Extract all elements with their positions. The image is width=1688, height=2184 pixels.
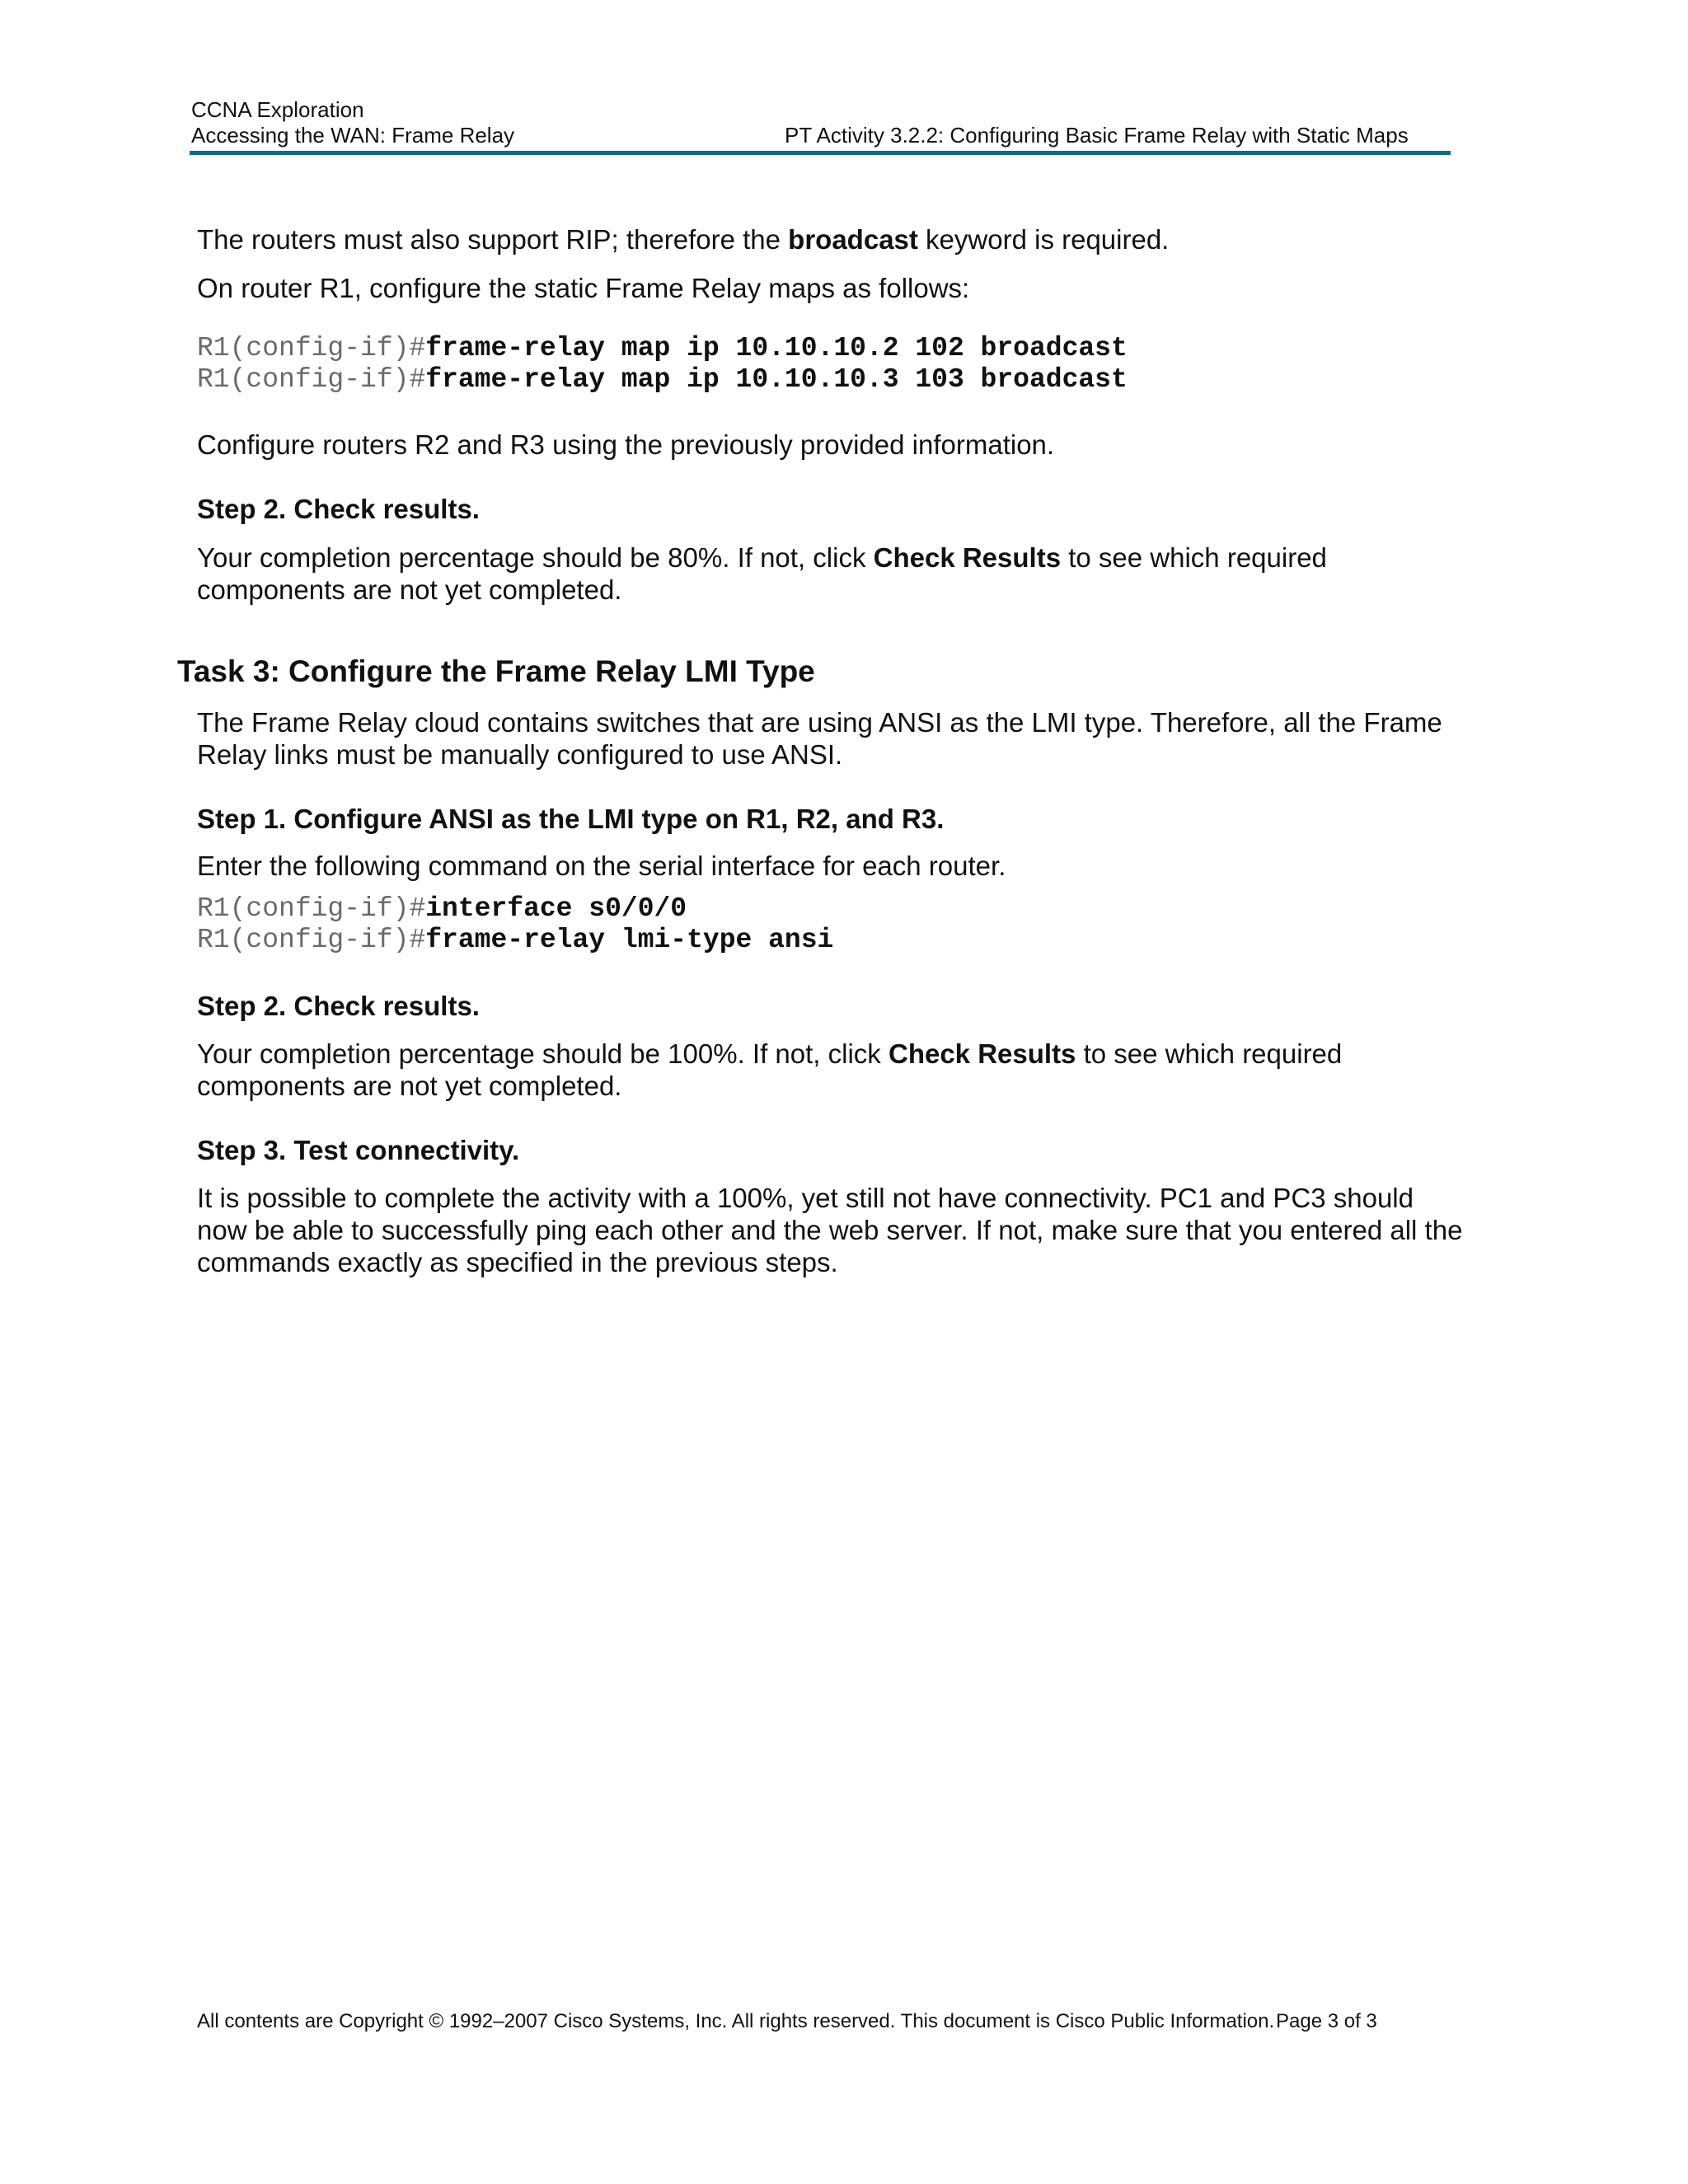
header-module: Accessing the WAN: Frame Relay	[191, 123, 515, 148]
intro-text-end: keyword is required.	[917, 224, 1170, 255]
cli-command: frame-relay map ip 10.10.10.2 102 broadcast	[425, 333, 1128, 363]
page-header	[191, 97, 1451, 148]
cli-command: frame-relay map ip 10.10.10.3 103 broadcast	[425, 364, 1128, 395]
check-results-label: Check Results	[888, 1038, 1076, 1069]
step-heading: Step 2. Check results.	[197, 494, 480, 524]
cli-command: interface s0/0/0	[425, 893, 687, 924]
header-divider	[190, 151, 1451, 155]
code-line	[197, 893, 687, 925]
cli-prompt: R1(config-if)#	[197, 925, 426, 955]
text-span: to see which required	[1061, 542, 1327, 573]
task-description-line: The Frame Relay cloud contains switches that are using ANSI as the LMI type. Therefore, all the Frame	[197, 707, 1442, 738]
cli-prompt: R1(config-if)#	[197, 333, 426, 363]
configure-others-text: Configure routers R2 and R3 using the previously provided information.	[197, 429, 1055, 460]
text-span: to see which required	[1076, 1038, 1343, 1069]
footer-page-number: Page 3 of 3	[1276, 2010, 1377, 2032]
text-span: Your completion percentage should be 100%. If not, click	[197, 1038, 889, 1069]
broadcast-keyword: broadcast	[788, 224, 918, 255]
code-line	[197, 364, 1128, 396]
step-text-line: It is possible to complete the activity with a 100%, yet still not have connectivity. PC1 and PC3 should	[197, 1183, 1414, 1213]
step-heading: Step 3. Test connectivity.	[197, 1135, 520, 1165]
step-text-line	[197, 1038, 1342, 1070]
cli-command: frame-relay lmi-type ansi	[425, 925, 834, 955]
code-line	[197, 925, 833, 956]
cli-prompt: R1(config-if)#	[197, 893, 426, 924]
task-description-line: Relay links must be manually configured to use ANSI.	[197, 739, 843, 770]
step-text-line: Enter the following command on the serial interface for each router.	[197, 851, 1006, 881]
intro-paragraph-1	[197, 223, 1169, 255]
code-line	[197, 333, 1128, 364]
step-text-line	[197, 541, 1327, 574]
step-heading: Step 2. Check results.	[197, 991, 480, 1021]
step-heading: Step 1. Configure ANSI as the LMI type on R1, R2, and R3.	[197, 804, 945, 834]
step-text-line: components are not yet completed.	[197, 1071, 622, 1101]
task-heading: Task 3: Configure the Frame Relay LMI Type	[177, 654, 815, 688]
step-text-line: now be able to successfully ping each other and the web server. If not, make sure that you entered all the	[197, 1215, 1463, 1245]
footer-copyright: All contents are Copyright © 1992–2007 Cisco Systems, Inc. All rights reserved. This document is Cisco Public Information.	[197, 2010, 1275, 2032]
step-text-line: components are not yet completed.	[197, 574, 622, 605]
header-activity-title: PT Activity 3.2.2: Configuring Basic Frame Relay with Static Maps	[785, 123, 1409, 148]
header-course: CCNA Exploration	[191, 97, 364, 122]
step-text-line: commands exactly as specified in the previous steps.	[197, 1247, 838, 1277]
intro-text: The routers must also support RIP; therefore the	[197, 224, 789, 255]
cli-prompt: R1(config-if)#	[197, 364, 426, 395]
text-span: Your completion percentage should be 80%. If not, click	[197, 542, 874, 573]
check-results-label: Check Results	[873, 542, 1062, 573]
intro-paragraph-2: On router R1, configure the static Frame Relay maps as follows:	[197, 273, 970, 303]
